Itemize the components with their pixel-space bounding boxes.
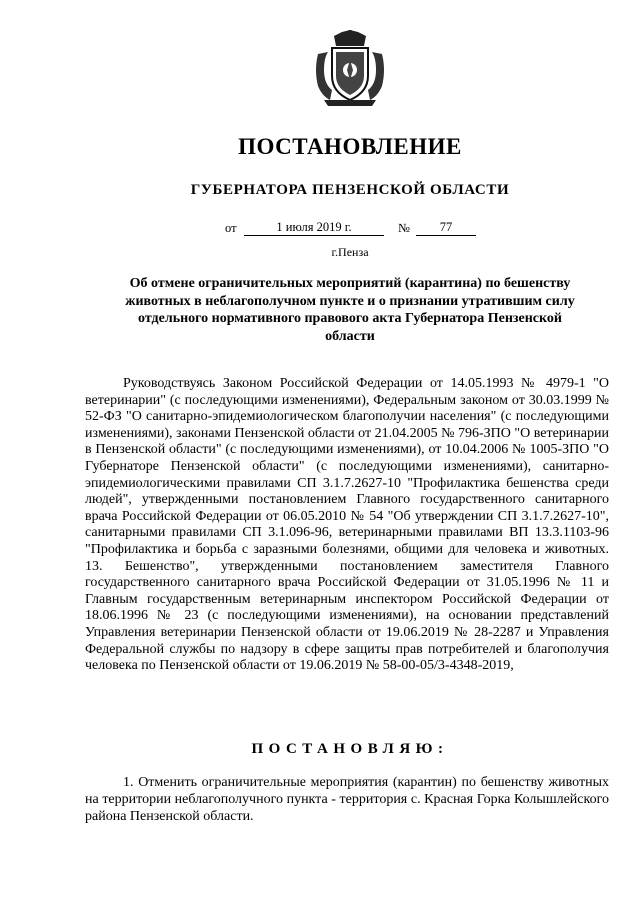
date-prefix: от [225,221,237,235]
coat-of-arms-icon [314,30,386,106]
document-date: 1 июля 2019 г. [244,220,384,236]
document-title: Об отмене ограничительных мероприятий (карантина) по бешенству животных в неблагополучном пункте и о признании утратившим силу отдельного нормативного правового акта Губернатора Пензенской области [125,276,575,344]
preamble-paragraph: Руководствуясь Законом Российской Федерации от 14.05.1993 № 4979-1 "О ветеринарии" (с последующими изменениями), Федеральным законом от 30.03.1999 № 52-ФЗ "О санитарно-эпидемиологическом благополучии населения" (с последующими изменениями), законами Пензенской области от 21.04.2005 № 796-ЗПО "О ветеринарии в Пензенской области" (с последующими изменениями), от 10.04.2006 № 1005-ЗПО "О Губернаторе Пензенской области" (с последующими изменениями), санитарно-эпидемиологическими правилами СП 3.1.7.2627-10 "Профилактика бешенства среди людей", утвержденными постановлением Главного государственного санитарного врача Российской Федерации от 06.05.2010 № 54 "Об утверждении СП 3.1.7.2627-10", санитарными правилами СП 3.1.096-96, ветеринарными правилами ВП 13.3.1103-96 "Профилактика и борьба с заразными болезнями, общими для человека и животных. 13. Бешенство", утвержденными постановлением заместителя Главного государственного санитарного врача Российской Федерации от 31.05.1996 № 11 и Главным государственным ветеринарным инспектором Российской Федерации от 18.06.1996 № 23 (с последующими изменениями), на основании представлений Управления ветеринарии Пензенской области от 19.06.2019 № 28-2287 и Управления Федеральной службы по надзору в сфере защиты прав потребителей и благополучия человека по Пензенской области от 19.06.2019 № 58-00-05/3-4348-2019, [85,376,609,674]
decree-item-1: 1. Отменить ограничительные мероприятия (карантин) по бешенству животных на территории неблагополучного пункта - территория с. Красная Горка Колышлейского района Пензенской области. [85,775,609,824]
document-kind-heading: ПОСТАНОВЛЕНИЕ [238,134,462,159]
decree-heading: ПОСТАНОВЛЯЮ: [251,741,449,757]
document-number: 77 [416,220,476,236]
issuer-heading: ГУБЕРНАТОРА ПЕНЗЕНСКОЙ ОБЛАСТИ [190,182,510,198]
number-prefix: № [398,221,410,235]
place-of-issue: г.Пенза [331,245,369,259]
